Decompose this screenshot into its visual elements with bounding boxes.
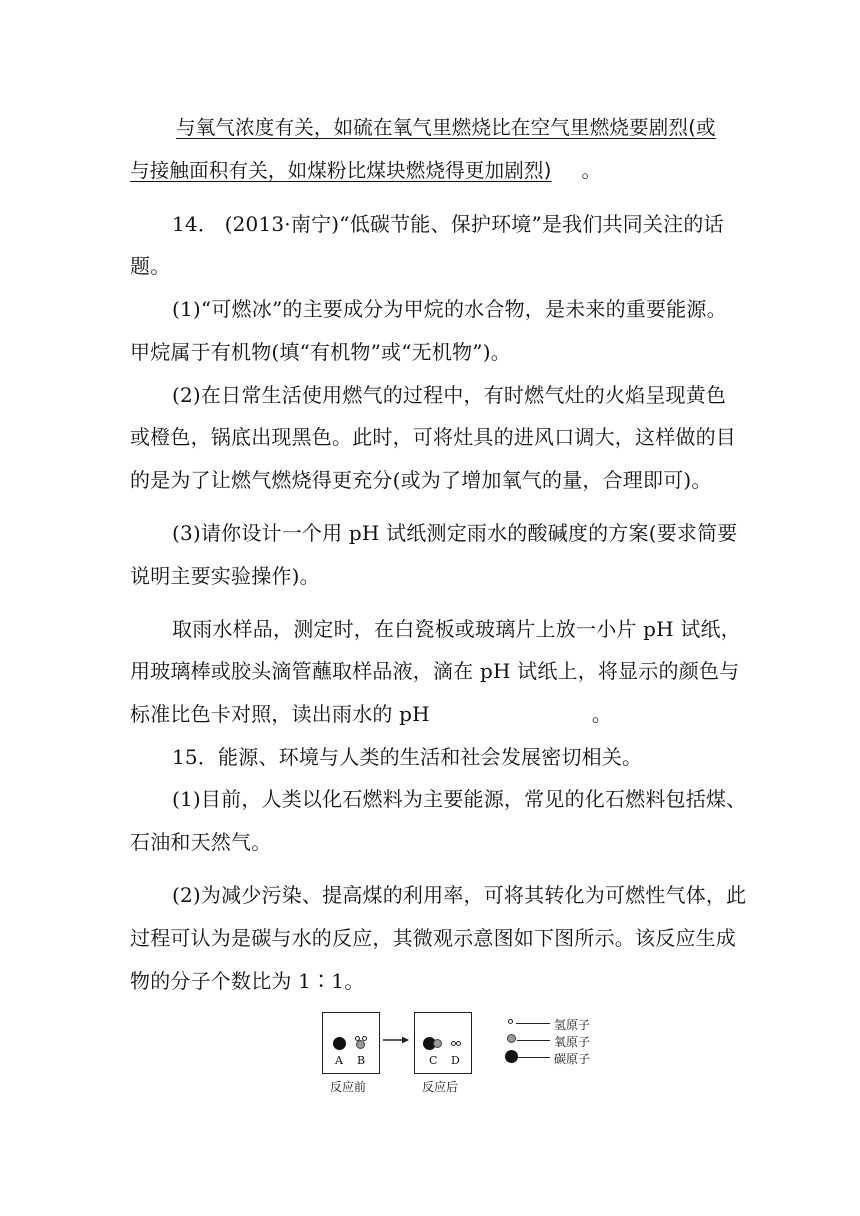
before-box — [322, 1012, 380, 1074]
answer-text: 标准比色卡对照，读出雨水的 pH — [130, 702, 430, 726]
text-line: 题。 — [130, 254, 171, 278]
hydrogen-atom-icon — [508, 1019, 513, 1024]
answer-paragraph: 取雨水样品，测定时，在白瓷板或玻璃片上放一小片 pH 试纸， — [172, 617, 741, 641]
text-line — [130, 699, 740, 729]
legend-label: 氢原子 — [554, 1018, 591, 1032]
question-14-heading: 14． (2013·南宁)“低碳节能、保护环境”是我们共同关注的话 — [172, 212, 724, 236]
text-line: 物的分子个数比为 1∶1。 — [130, 969, 365, 993]
after-box — [414, 1012, 472, 1074]
text-line — [176, 113, 786, 143]
legend-label: 碳原子 — [554, 1052, 591, 1066]
text-line: 的是为了让燃气燃烧得更充分(或为了增加氧气的量，合理即可)。 — [130, 468, 712, 492]
carbon-atom-icon — [505, 1050, 518, 1063]
caption-after: 反应后 — [422, 1080, 459, 1094]
question-15-2: (2)为减少污染、提高煤的利用率，可将其转化为可燃性气体，此 — [172, 883, 747, 907]
hydrogen-atom-icon — [362, 1036, 367, 1041]
legend-oxygen — [508, 1034, 608, 1048]
carbon-atom-icon — [333, 1037, 346, 1050]
question-15-1: (1)目前，人类以化石燃料为主要能源，常见的化石燃料包括煤、 — [172, 787, 747, 811]
question-14-3: (3)请你设计一个用 pH 试纸测定雨水的酸碱度的方案(要求简要 — [172, 521, 738, 545]
text-line: 甲烷属于有机物(填“有机物”或“无机物”)。 — [130, 340, 511, 364]
molecule-label-c: C — [429, 1054, 438, 1067]
text-line: 或橙色，锅底出现黑色。此时，可将灶具的进风口调大，这样做的目 — [130, 425, 736, 449]
oxygen-atom-icon — [433, 1039, 442, 1048]
text-line: 过程可认为是碳与水的反应，其微观示意图如下图所示。该反应生成 — [130, 926, 736, 950]
legend-carbon — [508, 1051, 608, 1065]
legend-label: 氧原子 — [554, 1035, 591, 1049]
period: 。 — [581, 159, 602, 182]
answer-text: 与接触面积有关，如煤粉比煤块燃烧得更加剧烈) — [130, 159, 552, 182]
text-line — [130, 156, 740, 186]
question-15-heading: 15．能源、环境与人类的生活和社会发展密切相关。 — [172, 745, 643, 769]
molecule-label-a: A — [335, 1054, 343, 1067]
text-line: 说明主要实验操作)。 — [130, 564, 320, 588]
hydrogen-atom-icon — [355, 1036, 360, 1041]
oxygen-atom-icon — [507, 1034, 516, 1043]
molecule-label-d: D — [451, 1054, 460, 1067]
text-line: 石油和天然气。 — [130, 830, 272, 854]
molecule-label-b: B — [357, 1054, 366, 1067]
reaction-diagram — [318, 1008, 608, 1098]
answer-text: 与氧气浓度有关，如硫在氧气里燃烧比在空气里燃烧要剧烈(或 — [176, 116, 716, 139]
hydrogen-atom-icon — [456, 1041, 461, 1046]
oxygen-atom-icon — [356, 1040, 365, 1049]
legend-hydrogen — [508, 1017, 608, 1031]
text-line: 用玻璃棒或胶头滴管蘸取样品液，滴在 pH 试纸上，将显示的颜色与 — [130, 659, 740, 683]
question-14-2: (2)在日常生活使用燃气的过程中，有时燃气灶的火焰呈现黄色 — [172, 383, 727, 407]
reaction-arrow-icon — [382, 1035, 410, 1045]
question-14-1: (1)“可燃冰”的主要成分为甲烷的水合物，是未来的重要能源。 — [172, 297, 727, 321]
period: 。 — [591, 702, 613, 726]
caption-before: 反应前 — [330, 1080, 367, 1094]
